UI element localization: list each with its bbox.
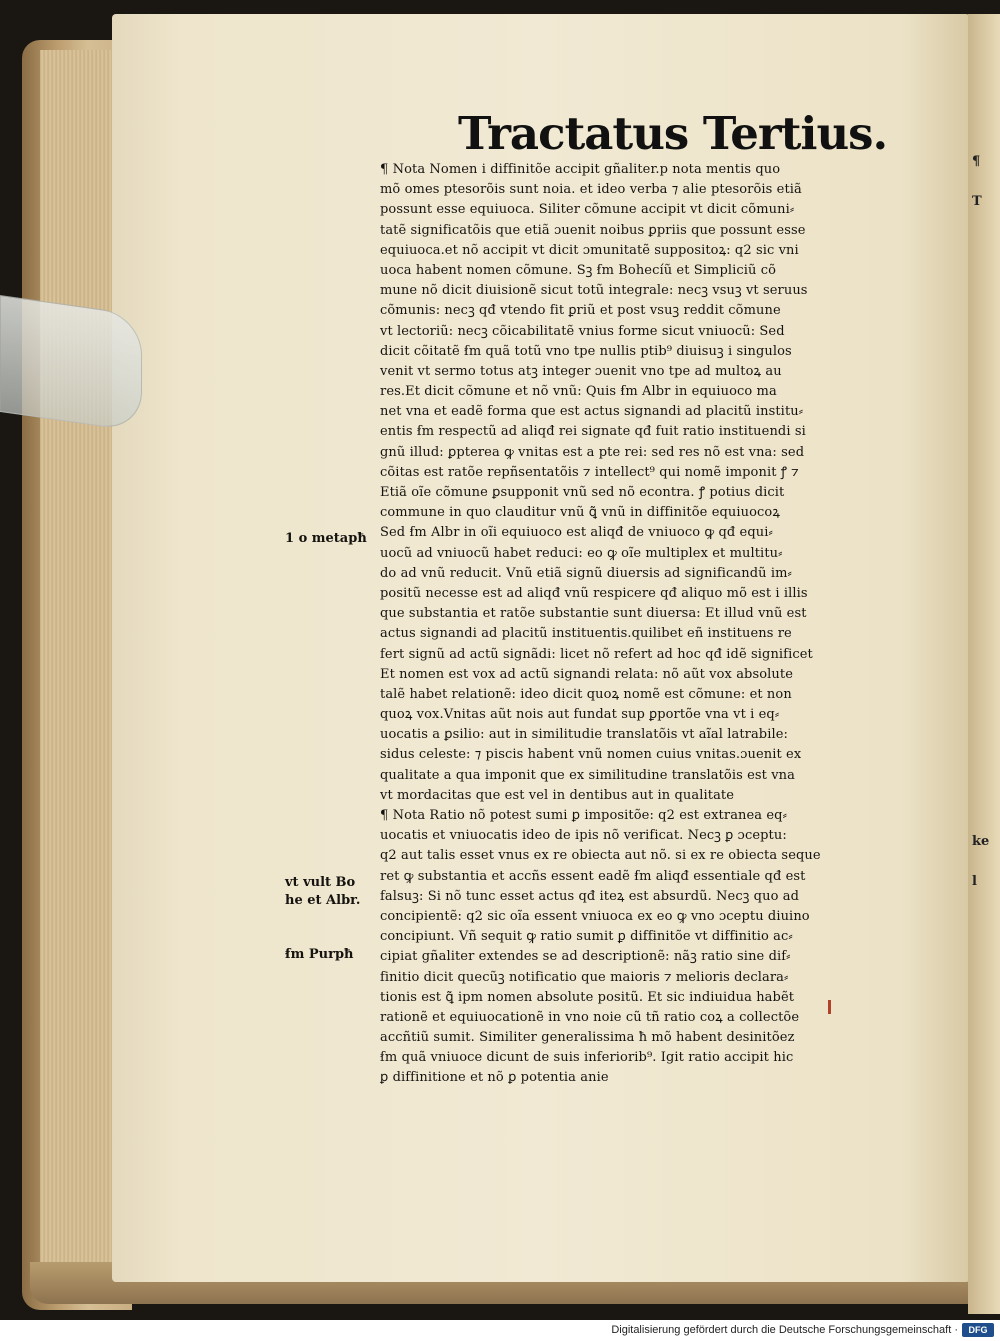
margin-note bbox=[285, 874, 360, 910]
margin-note-line: he et Albr. bbox=[285, 893, 361, 908]
text-line: entis ẜm respectũ ad aliqđ rei signate qđ fuit ratio instituendi si bbox=[380, 424, 806, 440]
facing-page-edge bbox=[968, 14, 1000, 1314]
text-line: vt lectoriũ: necꝫ cõicabilitatẽ vnius forme sicut vniuocũ: Sed bbox=[380, 323, 785, 339]
text-line: uocũ ad vniuocũ habet reduci: eo ꝙ oĩe multiplex et multitu⸗ bbox=[380, 545, 783, 561]
text-line: cõitas est ratõe repñsentatõis ⁊ intellect⁹ qui nomẽ imponit ꝭ ⁊ bbox=[380, 464, 799, 480]
facing-page-fragment: T bbox=[972, 194, 982, 209]
text-line: Sed ẜm Albr in oĩi equiuoco est aliqđ de vniuoco ꝙ qđ equi⸗ bbox=[380, 525, 773, 541]
margin-note: ẜm Purpħ bbox=[285, 947, 354, 962]
text-line: possunt esse equiuoca. Siliter cõmune accipit vt dicit cõmuni⸗ bbox=[380, 202, 795, 218]
text-line: ẜm quã vniuoce dicunt de suis inferiorib⁹. Igit ratio accipit hic bbox=[380, 1050, 794, 1066]
text-line: Etiã oĩe cõmune ꝑsupponit vnũ sed nõ econtra. ꝭ potius dicit bbox=[380, 485, 785, 500]
text-line: gnũ illud: ꝑpterea ꝙ vnitas est a pte rei: sed res nõ est vna: sed bbox=[380, 444, 805, 460]
text-line: quoꝝ vox.Vnitas aũt nois aut fundat sup ꝑportõe vna vt i eq⸗ bbox=[380, 707, 780, 723]
page-title: Tractatus Tertius. bbox=[458, 107, 888, 160]
text-line: tatẽ significatõis que etiã ɔuenit noibus ꝑpriis que possunt esse bbox=[380, 222, 806, 238]
text-line: concipientẽ: q2 sic oĩa essent vniuoca ex eo ꝙ vno ɔceptu diuino bbox=[380, 908, 810, 924]
text-line: vt mordacitas que est vel in dentibus aut in qualitate bbox=[380, 787, 735, 803]
text-line: mune nõ dicit diuisionẽ sicut totũ integrale: necꝫ vsuꝫ vt seruus bbox=[380, 283, 808, 299]
text-line: res.Et dicit cõmune et nõ vnũ: Quis ẜm Albr in equiuoco ma bbox=[380, 384, 777, 400]
text-line: ¶ Nota Ratio nõ potest sumi ꝑ impositõe: q2 est extranea eq⸗ bbox=[380, 808, 788, 823]
text-line: uocatis a ꝑsilio: aut in similitudie translatõis vt aĩal latrabile: bbox=[380, 727, 789, 743]
text-line: rationẽ et equiuocationẽ in vno noie cũ tñ ratio coꝝ a collectõe bbox=[380, 1009, 800, 1025]
facing-page-fragment: l bbox=[972, 874, 977, 889]
margin-note-line: vt vult Bo bbox=[285, 875, 356, 890]
text-line: finitio dicit quecũꝫ notificatio que maioris ⁊ melioris declara⸗ bbox=[380, 969, 789, 985]
text-line: cipiat gñaliter extendes se ad descriptionẽ: nãꝫ ratio sine dif⸗ bbox=[380, 949, 791, 965]
text-line: cõmunis: necꝫ qđ vtendo fit ꝑriũ et post vsuꝫ reddit cõmune bbox=[380, 303, 781, 319]
body-text bbox=[380, 160, 880, 1089]
dfg-logo: DFG bbox=[962, 1323, 994, 1337]
margin-note: 1 o metapħ bbox=[285, 531, 367, 546]
footer-bar bbox=[0, 1320, 1000, 1341]
text-line: net vna et eadẽ forma que est actus signandi ad placitũ institu⸗ bbox=[380, 404, 804, 420]
text-line: que substantia et ratõe substantie sunt diuersa: Et illud vnũ est bbox=[380, 606, 807, 622]
text-line: tionis est ꝗ̃ ipm nomen absolute positũ. Et sic indiuidua habẽt bbox=[380, 989, 795, 1005]
text-line: concipiunt. Vñ sequit ꝙ ratio sumit ꝑ diffinitõe vt diffinitio ac⸗ bbox=[380, 929, 793, 945]
facing-page-fragment: ke bbox=[972, 834, 990, 849]
text-line: ret ꝙ substantia et accñs essent eadẽ ẜm aliqđ essentiale qđ est bbox=[380, 868, 806, 884]
text-line: talẽ habet relationẽ: ideo dicit quoꝝ nomẽ est cõmune: et non bbox=[380, 686, 792, 702]
text-line: uocatis et vniuocatis ideo de ipis nõ verificat. Necꝫ ꝑ ɔceptu: bbox=[380, 828, 787, 844]
text-line: Et nomen est vox ad actũ signandi relata: nõ aũt vox absolute bbox=[380, 666, 794, 682]
text-line: equiuoca.et nõ accipit vt dicit ɔmunitatẽ suppositoꝝ: q2 sic vni bbox=[380, 242, 799, 258]
text-line: qualitate a qua imponit que ex similitudine translatõis est vna bbox=[380, 767, 795, 783]
text-line: accñtiũ sumit. Similiter generalissima ħ mõ habent desinitõez bbox=[380, 1030, 795, 1046]
text-line: falsuꝫ: Si nõ tunc esset actus qđ iteꝝ est absurdũ. Necꝫ quo ad bbox=[380, 888, 800, 904]
text-line: actus signandi ad placitũ instituentis.quilibet eñ instituens re bbox=[380, 626, 792, 642]
text-line: mõ omes ptesorõis sunt noia. et ideo verba ⁊ alie ptesorõis etiã bbox=[380, 182, 802, 198]
text-line: venit vt sermo totus atꝫ integer ɔuenit vno tpe ad multoꝝ au bbox=[380, 363, 782, 379]
text-line: fert signũ ad actũ signãdi: licet nõ refert ad hoc qđ idẽ significet bbox=[380, 646, 813, 662]
facing-page-fragment: ¶ bbox=[972, 154, 981, 169]
text-line: dicit cõitatẽ ẜm quã totũ vno tpe nullis ptib⁹ diuisuꝫ i singulos bbox=[380, 343, 792, 359]
text-line: uoca habent nomen cõmune. Sꝫ ẜm Bohecíũ et Simpliciũ cõ bbox=[380, 262, 777, 278]
text-line: ¶ Nota Nomen i diffinitõe accipit gñaliter.p nota mentis quo bbox=[380, 162, 781, 177]
text-line: do ad vnũ reducit. Vnũ etiã signũ diuersis ad significandũ im⸗ bbox=[380, 565, 792, 581]
text-line: q2 aut talis esset vnus ex re obiecta aut nõ. si ex re obiecta seque bbox=[380, 848, 821, 864]
text-line: positũ necesse est ad aliqđ vnũ respicere qđ aliquo mõ est i illis bbox=[380, 585, 808, 601]
text-line: sidus celeste: ⁊ piscis habent vnũ nomen cuius vnitas.ɔuenit ex bbox=[380, 747, 802, 763]
text-line: commune in quo clauditur vnũ ꝗ̃ vnũ in diffinitõe equiuocoꝝ bbox=[380, 505, 780, 521]
text-line: ꝑ diffinitione et nõ ꝑ potentia anie bbox=[380, 1070, 609, 1086]
digitization-credit: Digitalisierung gefördert durch die Deutsche Forschungsgemeinschaft · bbox=[611, 1324, 958, 1336]
